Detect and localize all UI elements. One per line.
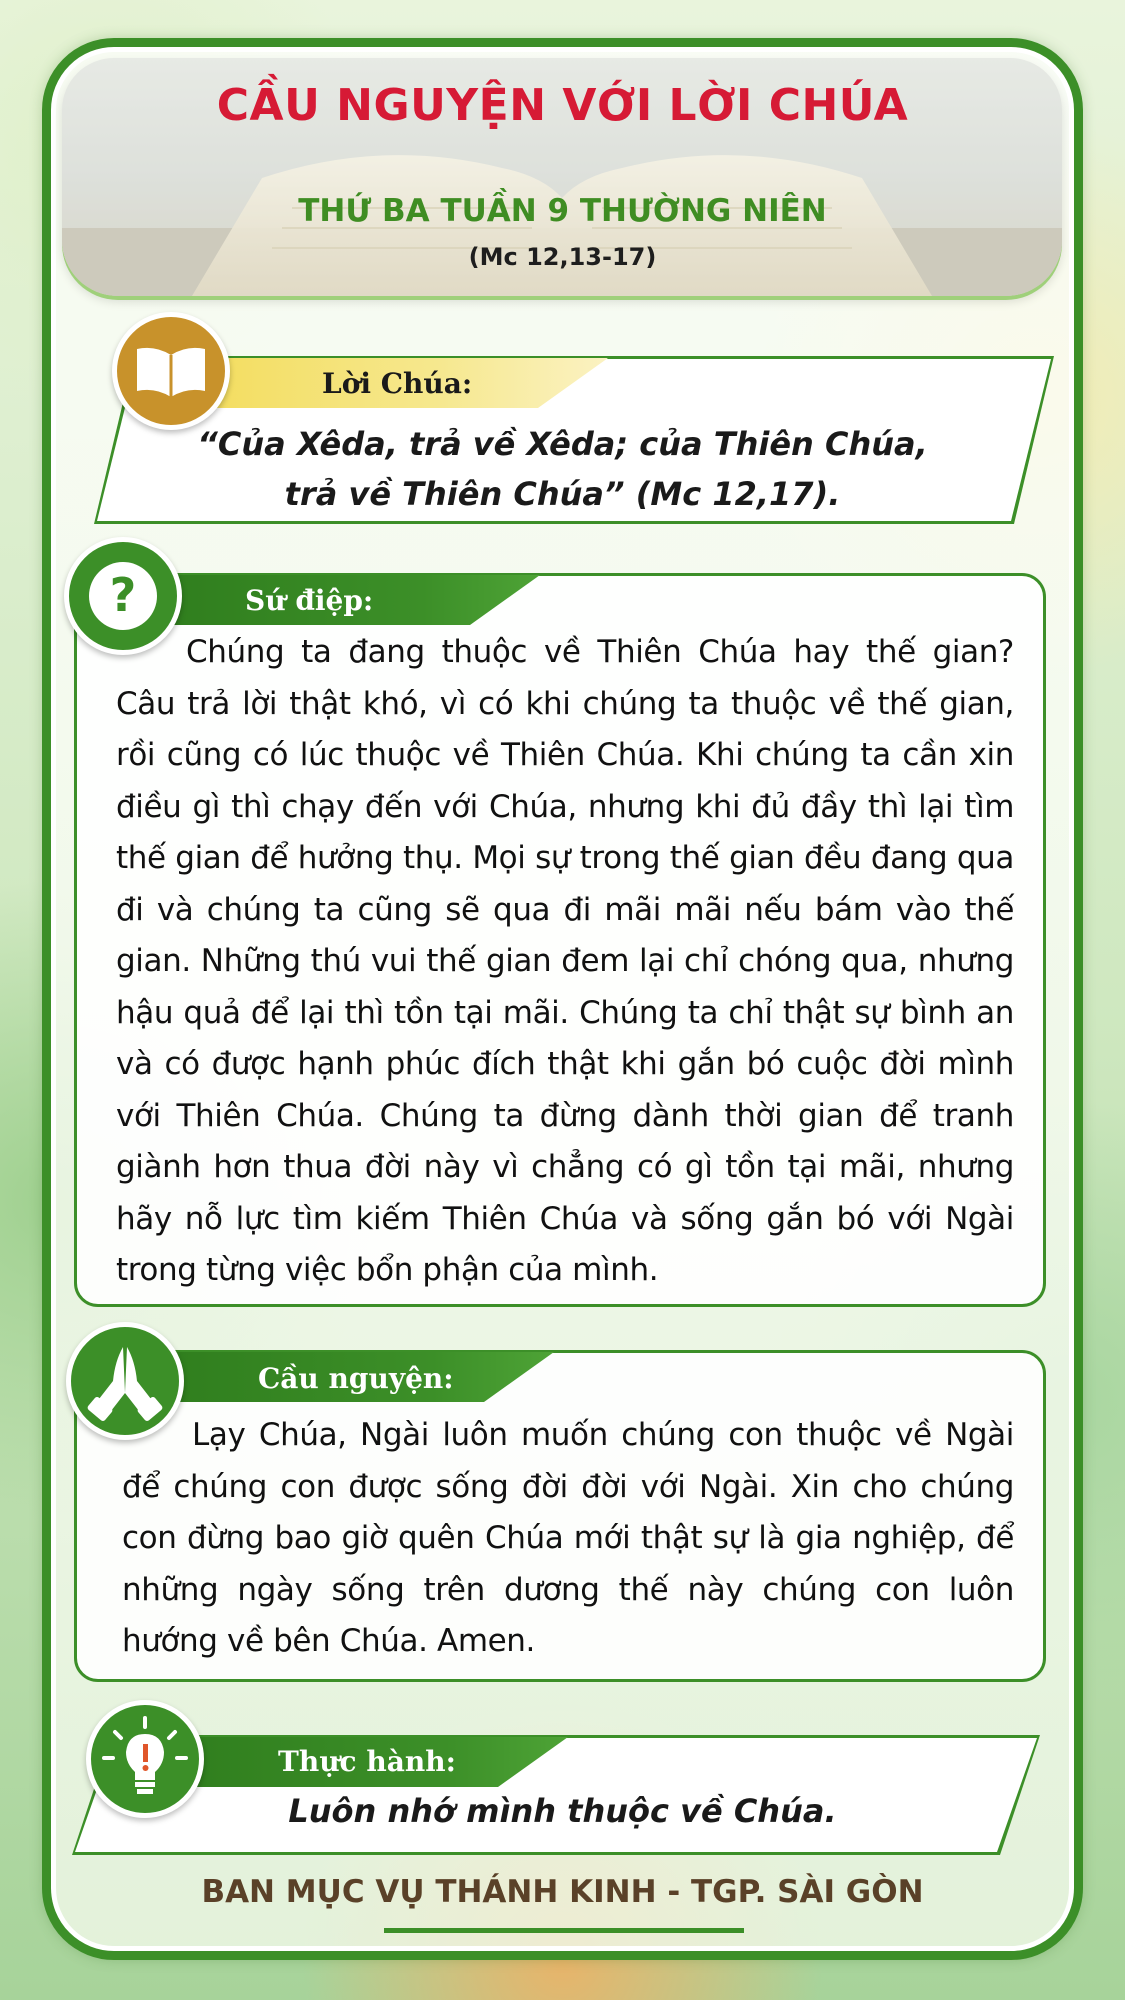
- scripture-quote-line-2: trả về Thiên Chúa” (Mc 12,17).: [284, 475, 841, 513]
- practice-text: Luôn nhớ mình thuộc về Chúa.: [288, 1792, 837, 1830]
- prayer-label: Cầu nguyện:: [258, 1362, 454, 1395]
- question-mark-icon: [85, 558, 161, 634]
- scripture-quote-line-1: “Của Xêda, trả về Xêda; của Thiên Chúa,: [197, 425, 928, 463]
- message-label: Sứ điệp:: [245, 584, 374, 617]
- word-label: Lời Chúa:: [322, 367, 473, 400]
- practice-label: Thực hành:: [278, 1745, 456, 1778]
- lightbulb-icon: [100, 1714, 190, 1804]
- page-title: CẦU NGUYỆN VỚI LỜI CHÚA: [216, 80, 909, 131]
- word-icon-badge: [112, 312, 230, 430]
- gospel-reference: (Mc 12,13-17): [468, 243, 657, 271]
- prayer-text: Lạy Chúa, Ngài luôn muốn chúng con thuộc về Ngài để chúng con được sống đời đời với Ngài. Xin cho chúng con đừng bao giờ quên Chúa mới thật sự là gia nghiệp, để những ngày sống trên dương thế này chúng con luôn hướng về bên Chúa. Amen.: [122, 1417, 1014, 1659]
- message-text: Chúng ta đang thuộc về Thiên Chúa hay thế gian? Câu trả lời thật khó, vì có khi chúng ta thuộc về thế gian, rồi cũng có lúc thuộc về Thiên Chúa. Khi chúng ta cần xin điều gì thì chạy đến với Chúa, nhưng khi đủ đầy thì lại tìm thế gian để hưởng thụ. Mọi sự trong thế gian đều đang qua đi và chúng ta cũng sẽ qua đi mãi mãi nếu bám vào thế gian. Những thú vui thế gian đem lại chỉ chóng qua, nhưng hậu quả để lại thì tồn tại mãi. Chúng ta chỉ thật sự bình an và có được hạnh phúc đích thật khi gắn bó cuộc đời mình với Thiên Chúa. Chúng ta đừng dành thời gian để tranh giành hơn thua đời này vì chẳng có gì tồn tại mãi, nhưng hãy nỗ lực tìm kiếm Thiên Chúa và sống gắn bó với Ngài trong từng việc bổn phận của mình.: [116, 634, 1014, 1288]
- footer-divider: [384, 1928, 744, 1933]
- liturgical-day: THỨ BA TUẦN 9 THƯỜNG NIÊN: [298, 193, 827, 229]
- praying-hands-icon: [85, 1341, 165, 1421]
- open-book-icon: [131, 341, 211, 401]
- svg-text:?: ?: [109, 568, 137, 622]
- footer-publisher: BAN MỤC VỤ THÁNH KINH - TGP. SÀI GÒN: [201, 1874, 924, 1910]
